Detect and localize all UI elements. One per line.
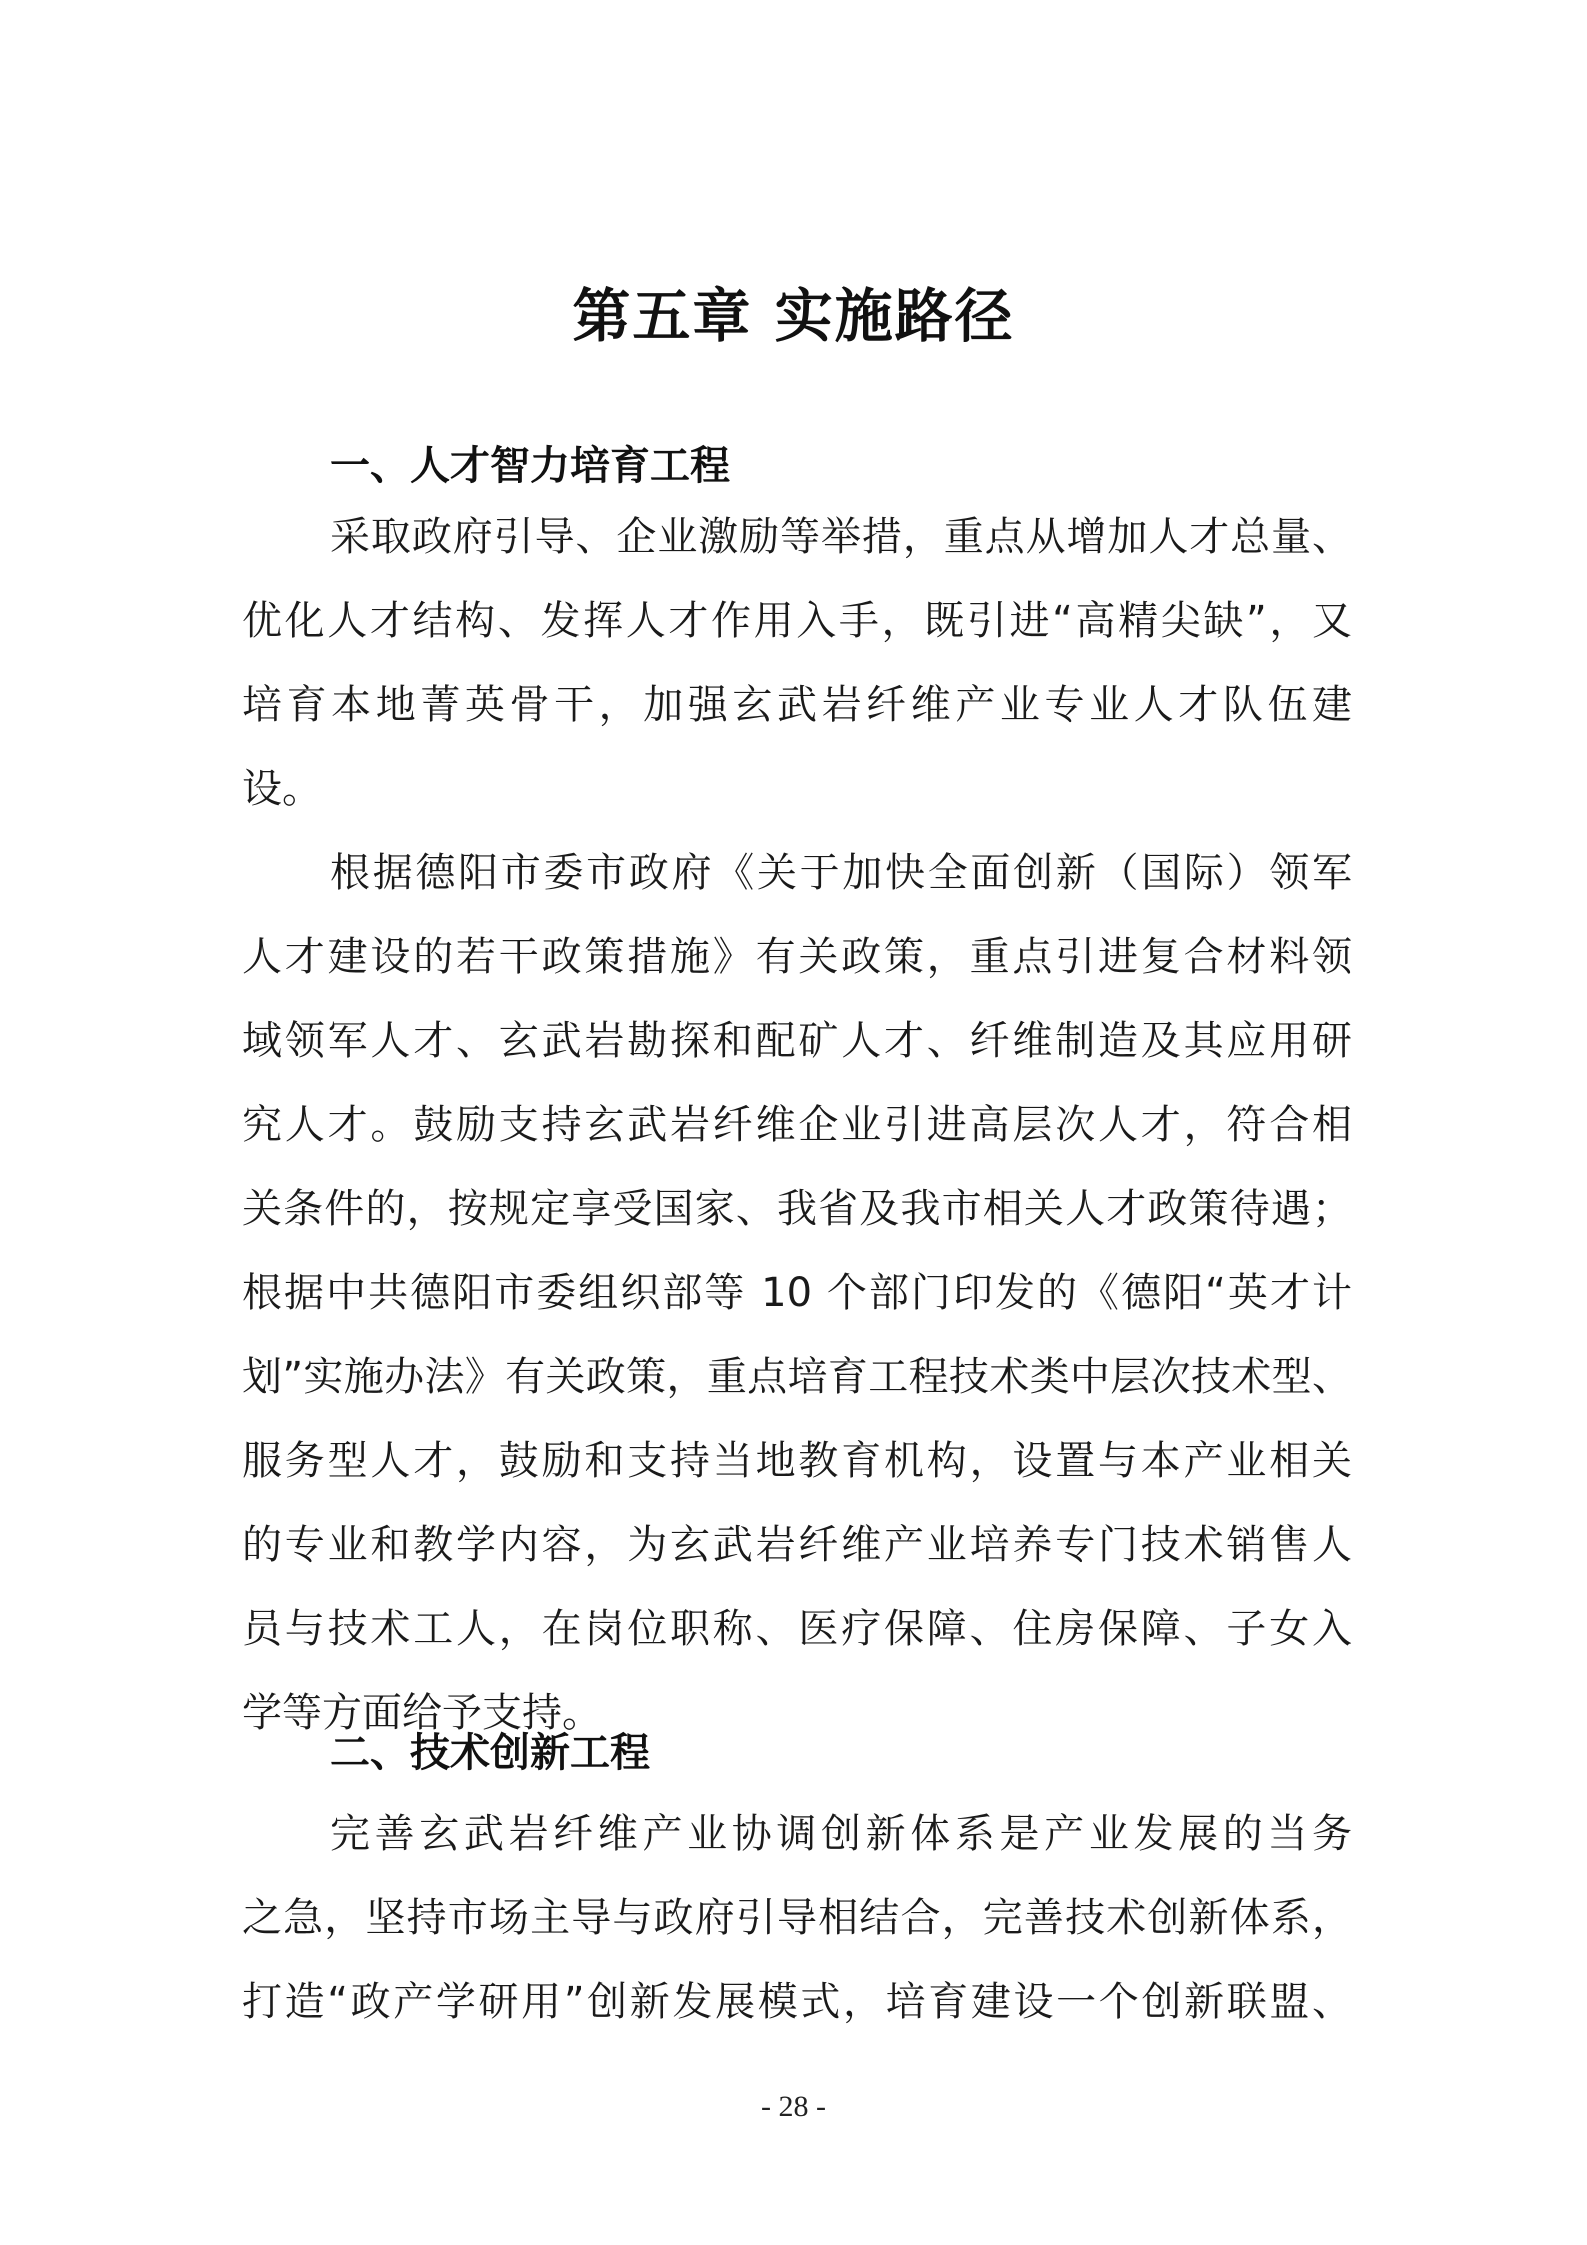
paragraph-line: 培育本地菁英骨干，加强玄武岩纤维产业专业人才队伍建	[242, 682, 1352, 728]
paragraph-line: 员与技术工人，在岗位职称、医疗保障、住房保障、子女入	[242, 1606, 1352, 1652]
paragraph-line: 优化人才结构、发挥人才作用入手，既引进“高精尖缺”，又	[242, 598, 1352, 644]
paragraph-line: 人才建设的若干政策措施》有关政策，重点引进复合材料领	[242, 934, 1352, 980]
chapter-title: 第五章 实施路径	[572, 282, 1015, 350]
paragraph-line: 学等方面给予支持。	[242, 1690, 602, 1736]
page-number: - 28 -	[761, 2090, 826, 2123]
paragraph-line: 究人才。鼓励支持玄武岩纤维企业引进高层次人才，符合相	[242, 1102, 1352, 1148]
paragraph-line: 域领军人才、玄武岩勘探和配矿人才、纤维制造及其应用研	[242, 1018, 1352, 1064]
paragraph-line: 打造“政产学研用”创新发展模式，培育建设一个创新联盟、	[242, 1979, 1352, 2025]
paragraph-line: 设。	[242, 766, 322, 812]
paragraph-line: 服务型人才，鼓励和支持当地教育机构，设置与本产业相关	[242, 1438, 1352, 1484]
paragraph-line: 采取政府引导、企业激励等举措，重点从增加人才总量、	[330, 514, 1352, 560]
section-heading: 二、技术创新工程	[330, 1730, 650, 1776]
paragraph-line: 之急，坚持市场主导与政府引导相结合，完善技术创新体系，	[242, 1895, 1352, 1941]
paragraph-line: 划”实施办法》有关政策，重点培育工程技术类中层次技术型、	[242, 1354, 1352, 1400]
paragraph-line: 关条件的，按规定享受国家、我省及我市相关人才政策待遇；	[242, 1186, 1352, 1232]
paragraph-line: 完善玄武岩纤维产业协调创新体系是产业发展的当务	[330, 1811, 1352, 1857]
section-heading: 一、人才智力培育工程	[330, 443, 730, 489]
paragraph-line: 根据中共德阳市委组织部等 10 个部门印发的《德阳“英才计	[242, 1270, 1352, 1316]
paragraph-line: 的专业和教学内容，为玄武岩纤维产业培养专门技术销售人	[242, 1522, 1352, 1568]
paragraph-line: 根据德阳市委市政府《关于加快全面创新（国际）领军	[330, 850, 1352, 896]
